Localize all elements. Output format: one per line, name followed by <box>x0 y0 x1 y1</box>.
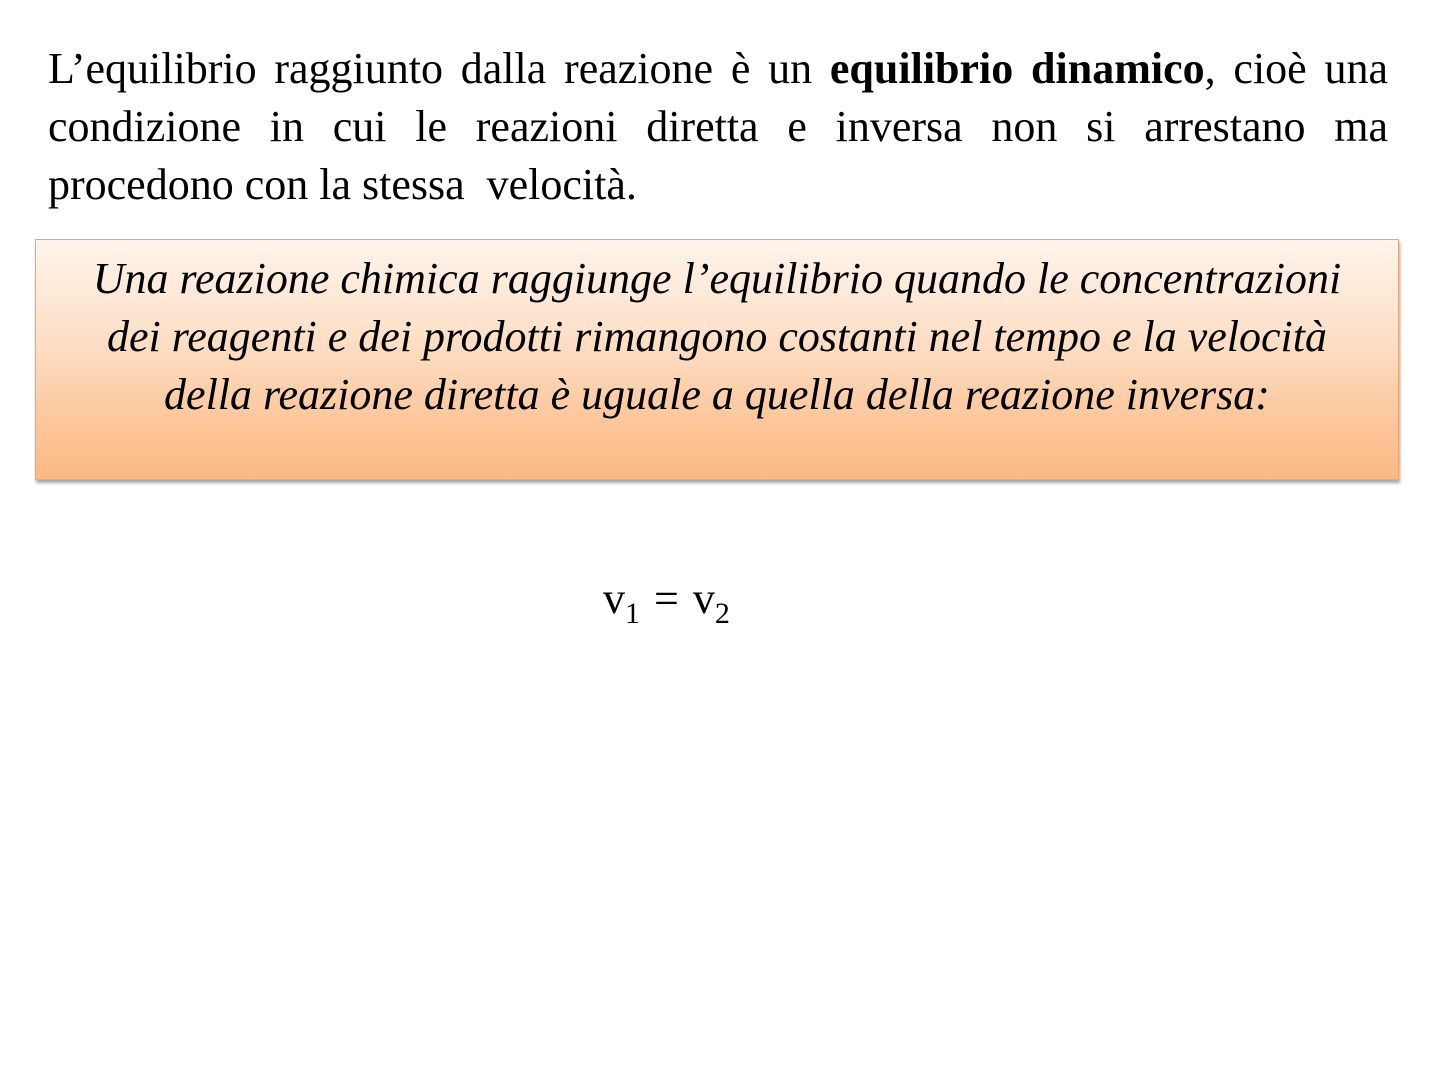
formula-left-subscript: 1 <box>625 597 640 630</box>
definition-text: Una reazione chimica raggiunge l’equilibrio quando le concentrazioni dei reagenti e dei prodotti rimangono costanti nel tempo e la velocità della reazione diretta è uguale a quella della reazione inversa: <box>92 254 1342 419</box>
intro-text-after: , cioè una condizione in cui le reazioni diretta e inversa non si arrestano ma procedono con la stessa velocità. <box>48 44 1400 209</box>
formula-right-symbol: v <box>692 574 715 623</box>
definition-box <box>35 239 1399 480</box>
equilibrium-formula <box>603 574 730 630</box>
intro-paragraph <box>48 40 1400 214</box>
intro-text-before: L’equilibrio raggiunto dalla reazione è un <box>48 44 830 93</box>
intro-emphasis: equilibrio dinamico <box>829 44 1205 93</box>
formula-right-subscript: 2 <box>714 597 730 630</box>
formula-left-symbol: v <box>603 574 625 623</box>
formula-operator: = <box>654 574 679 623</box>
